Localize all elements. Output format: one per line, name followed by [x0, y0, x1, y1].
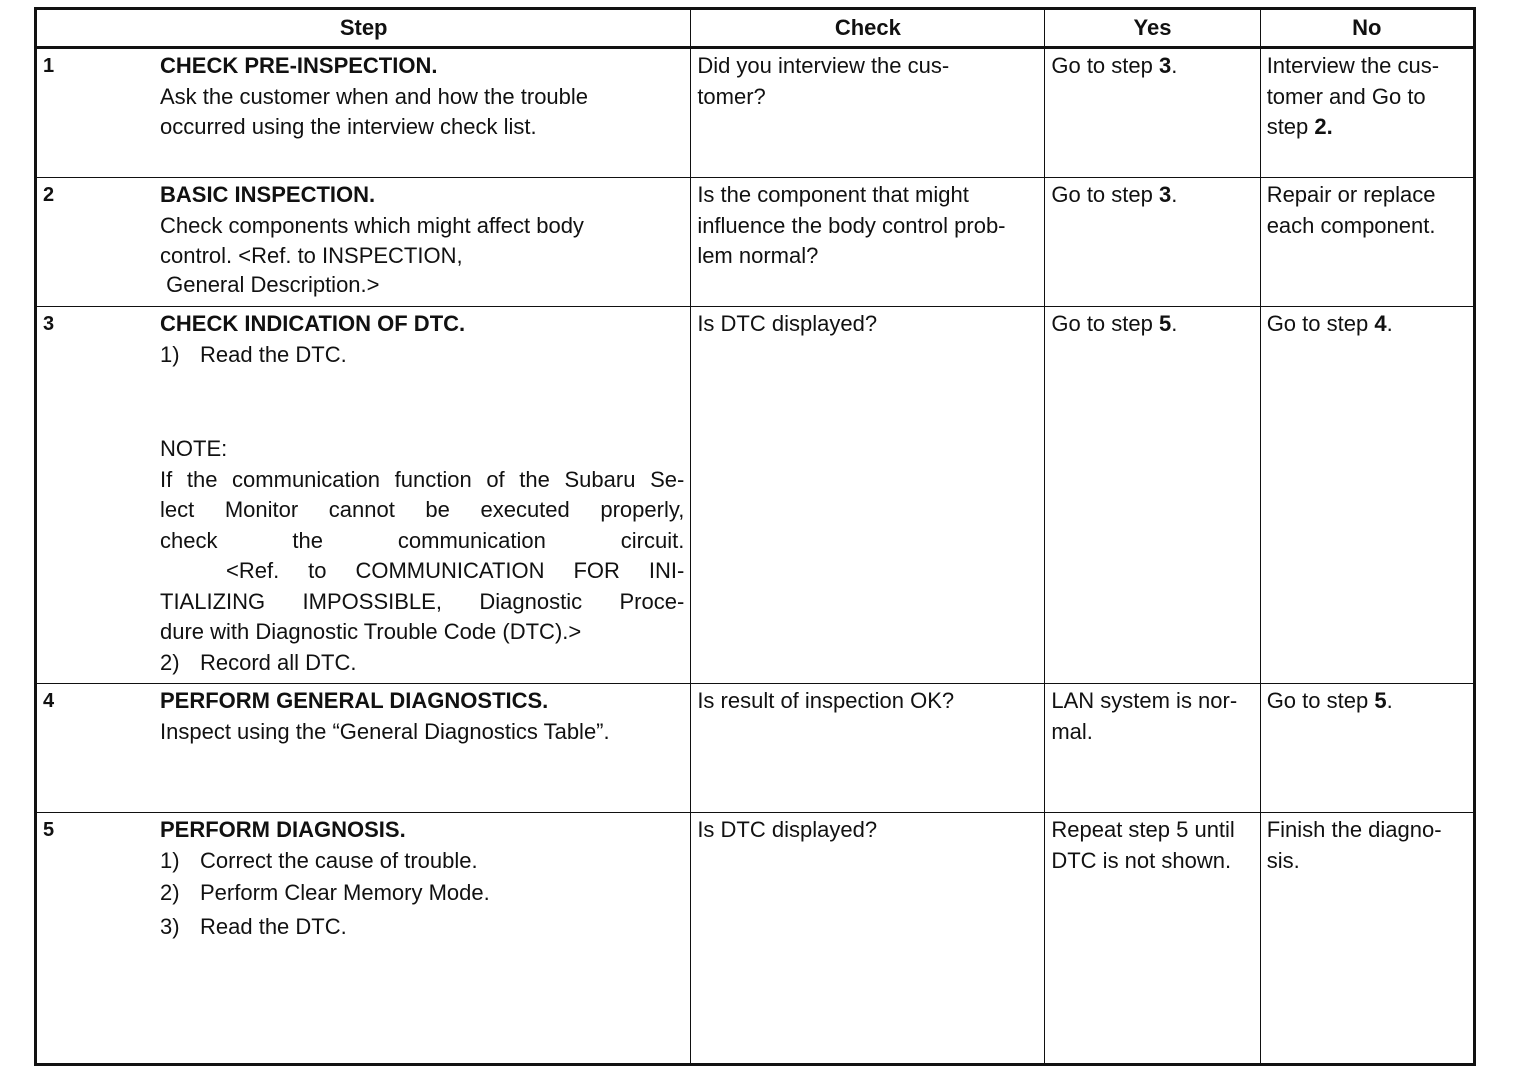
- note-text: check the communication circuit.: [160, 527, 685, 553]
- no-text: step: [1266, 114, 1315, 139]
- header-step: Step: [36, 9, 691, 48]
- no-text: Interview the cus-: [1266, 53, 1440, 78]
- step-title: CHECK PRE-INSPECTION.: [160, 53, 438, 78]
- step-text: occurred using the interview check list.: [160, 114, 537, 139]
- yes-step-ref: 3: [1158, 53, 1172, 78]
- step-cell: [36, 684, 691, 813]
- substep: 3) Read the DTC.: [160, 913, 347, 939]
- yes-step-ref: 5: [1158, 311, 1172, 336]
- yes-text: LAN system is nor-: [1051, 688, 1238, 713]
- table-row: [36, 684, 1475, 813]
- no-text: sis.: [1266, 847, 1300, 873]
- no-cell: [1260, 48, 1474, 178]
- no-cell: [1260, 813, 1474, 1065]
- substep: 1) Read the DTC.: [160, 341, 347, 367]
- check-cell: [691, 813, 1045, 1065]
- step-title: PERFORM GENERAL DIAGNOSTICS.: [160, 688, 549, 713]
- check-text: Did you interview the cus-: [697, 53, 950, 78]
- table-row: [36, 813, 1475, 1065]
- header-yes: Yes: [1045, 9, 1260, 48]
- yes-cell: Go to step 5.: [1045, 307, 1260, 684]
- step-text: Ask the customer when and how the trouble: [160, 83, 589, 109]
- ref-text: dure with Diagnostic Trouble Code (DTC).>: [160, 619, 582, 644]
- check-text: Is the component that might: [697, 182, 969, 207]
- note-text: lect Monitor cannot be executed properly,: [160, 497, 685, 522]
- table-row: [36, 307, 1475, 684]
- step-title: BASIC INSPECTION.: [160, 182, 376, 207]
- diagnostic-procedure-table: [34, 7, 1476, 1066]
- check-text: lem normal?: [697, 243, 819, 268]
- check-text: tomer?: [697, 83, 766, 109]
- yes-cell: Go to step 3.: [1045, 48, 1260, 178]
- yes-text: Go to step: [1051, 53, 1159, 78]
- note-text: If the communication function of the Subaru Se-: [160, 466, 685, 492]
- no-step-ref: 4: [1374, 311, 1387, 336]
- check-text: Is DTC displayed?: [697, 817, 878, 842]
- check-cell: [691, 307, 1045, 684]
- check-cell: [691, 48, 1045, 178]
- yes-cell: [1045, 684, 1260, 813]
- note-label: NOTE:: [160, 436, 228, 461]
- step-title: CHECK INDICATION OF DTC.: [160, 311, 466, 336]
- step-title: PERFORM DIAGNOSIS.: [160, 817, 406, 842]
- step-number: 2: [43, 184, 55, 206]
- substep: 1) Correct the cause of trouble.: [160, 847, 478, 873]
- step-cell: [36, 307, 691, 684]
- check-cell: [691, 178, 1045, 307]
- check-text: Is result of inspection OK?: [697, 688, 955, 713]
- no-text: tomer and Go to: [1266, 83, 1426, 109]
- no-text: Repair or replace: [1266, 182, 1436, 207]
- substep: 2) Record all DTC.: [160, 649, 357, 675]
- no-cell: [1260, 178, 1474, 307]
- no-text: Finish the diagno-: [1266, 817, 1442, 842]
- no-step-ref: 2.: [1314, 114, 1333, 139]
- no-text: Go to step: [1266, 311, 1375, 336]
- yes-text: Go to step: [1051, 182, 1159, 207]
- step-number: 3: [43, 313, 55, 335]
- step-cell: [36, 48, 691, 178]
- check-text: influence the body control prob-: [697, 212, 1006, 238]
- step-number: 4: [43, 690, 55, 712]
- step-text: General Description.>: [160, 271, 380, 297]
- no-cell: Go to step 5.: [1260, 684, 1474, 813]
- step-text: Check components which might affect body: [160, 212, 584, 238]
- no-text: each component.: [1266, 212, 1436, 238]
- table-row: [36, 178, 1475, 307]
- check-text: Is DTC displayed?: [697, 311, 878, 336]
- substep: 2) Perform Clear Memory Mode.: [160, 880, 490, 905]
- step-text: control. <Ref. to INSPECTION,: [160, 243, 463, 268]
- no-step-ref: 5: [1374, 688, 1387, 713]
- yes-text: Go to step: [1051, 311, 1159, 336]
- yes-cell: Go to step 3.: [1045, 178, 1260, 307]
- step-number: 5: [43, 819, 55, 841]
- header-no: No: [1260, 9, 1474, 48]
- step-cell: [36, 178, 691, 307]
- yes-text: DTC is not shown.: [1051, 847, 1232, 873]
- no-text: Go to step: [1266, 688, 1375, 713]
- yes-text: Repeat step 5 until: [1051, 817, 1235, 842]
- ref-text: TIALIZING IMPOSSIBLE, Diagnostic Proce-: [160, 588, 685, 614]
- step-text: Inspect using the “General Diagnostics Table”.: [160, 718, 610, 744]
- no-cell: Go to step 4.: [1260, 307, 1474, 684]
- step-number: 1: [43, 55, 55, 77]
- ref-text: <Ref. to COMMUNICATION FOR INI-: [226, 558, 685, 583]
- check-cell: [691, 684, 1045, 813]
- yes-cell: [1045, 813, 1260, 1065]
- header-check: Check: [691, 9, 1045, 48]
- table-header-row: [36, 9, 1475, 48]
- yes-text: mal.: [1051, 718, 1093, 744]
- yes-step-ref: 3: [1158, 182, 1172, 207]
- step-cell: [36, 813, 691, 1065]
- table-row: [36, 48, 1475, 178]
